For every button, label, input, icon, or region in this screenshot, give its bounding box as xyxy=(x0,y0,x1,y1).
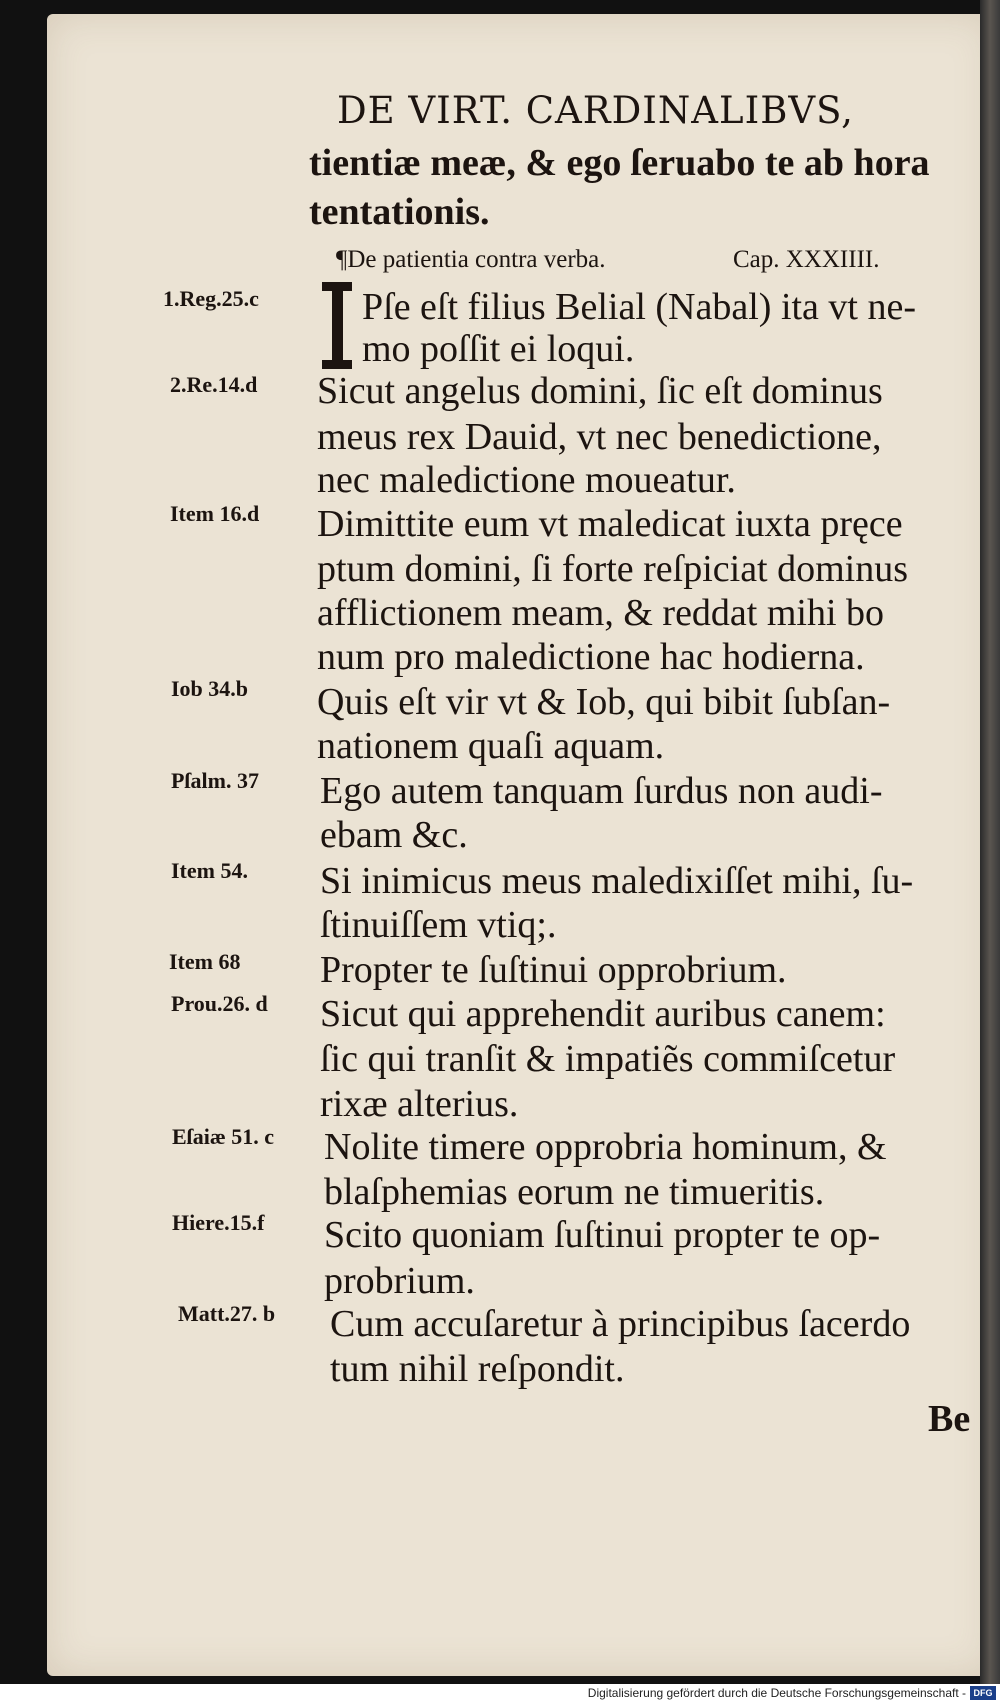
chapter-title: ¶De patientia contra verba. xyxy=(336,246,606,273)
text-line: Propter te ſuſtinui opprobrium. xyxy=(320,949,787,991)
text-line: Sicut qui apprehendit auribus canem: xyxy=(320,993,886,1035)
margin-reference: Item 16.d xyxy=(170,501,260,526)
text-line: probrium. xyxy=(324,1260,475,1302)
text-line: Cum accuſaretur à principibus ſacerdo xyxy=(330,1303,911,1345)
text-line: meus rex Dauid, vt nec benedictione, xyxy=(317,416,882,458)
text-line: blaſphemias eorum ne timueritis. xyxy=(324,1171,825,1213)
text-line: nationem quaſi aquam. xyxy=(317,725,665,767)
chapter-number: Cap. XXXIIII. xyxy=(733,246,880,273)
text-line: Sicut angelus domini, ſic eſt dominus xyxy=(317,370,883,412)
margin-reference: Matt.27. b xyxy=(178,1301,276,1326)
text-line: Scito quoniam ſuſtinui propter te op- xyxy=(324,1214,881,1256)
margin-reference: Item 68 xyxy=(169,949,241,974)
text-line: ebam &c. xyxy=(320,814,468,856)
catchword: Be xyxy=(928,1398,971,1440)
drop-initial xyxy=(322,282,352,368)
text-line: afflictionem meam, & reddat mihi bo xyxy=(317,592,885,634)
text-line: ſic qui tranſit & impatiẽs commiſcetur xyxy=(320,1038,896,1080)
text-line: tentationis. xyxy=(309,191,490,233)
running-header: DE VIRT. CARDINALIBVS, xyxy=(337,89,854,132)
footer-bar xyxy=(0,1684,1000,1703)
text-line: Pſe eſt filius Belial (Nabal) ita vt ne- xyxy=(362,286,917,328)
footer-credit: Digitalisierung gefördert durch die Deutsche Forschungsgemeinschaft - xyxy=(587,1686,966,1700)
text-line: rixæ alterius. xyxy=(320,1083,519,1125)
text-line: nec maledictione moueatur. xyxy=(317,459,736,501)
text-line: mo poſſit ei loqui. xyxy=(362,328,635,370)
text-line: tientiæ meæ, & ego ſeruabo te ab hora xyxy=(309,142,930,184)
margin-reference: Eſaiæ 51. c xyxy=(172,1124,275,1149)
page-edge xyxy=(980,0,1000,1703)
text-line: Si inimicus meus maledixiſſet mihi, ſu- xyxy=(320,860,914,902)
margin-reference: Item 54. xyxy=(171,858,248,883)
margin-reference: Prou.26. d xyxy=(171,991,268,1016)
margin-reference: Hiere.15.f xyxy=(172,1210,265,1235)
margin-reference: Iob 34.b xyxy=(171,676,249,701)
text-line: ptum domini, ſi forte reſpiciat dominus xyxy=(317,548,909,590)
text-line: Dimittite eum vt maledicat iuxta pręce xyxy=(317,503,903,545)
margin-reference: 2.Re.14.d xyxy=(170,372,258,397)
text-line: Nolite timere opprobria hominum, & xyxy=(324,1126,887,1168)
text-line: ſtinuiſſem vtiq;. xyxy=(320,904,557,946)
margin-reference: 1.Reg.25.c xyxy=(163,286,259,311)
text-line: num pro maledictione hac hodierna. xyxy=(317,636,865,678)
dfg-logo: DFG xyxy=(970,1686,996,1700)
margin-reference: Pſalm. 37 xyxy=(171,768,259,793)
text-line: Quis eſt vir vt & Iob, qui bibit ſubſan- xyxy=(317,681,891,723)
text-line: tum nihil reſpondit. xyxy=(330,1348,625,1390)
text-line: Ego autem tanquam ſurdus non audi- xyxy=(320,770,883,812)
